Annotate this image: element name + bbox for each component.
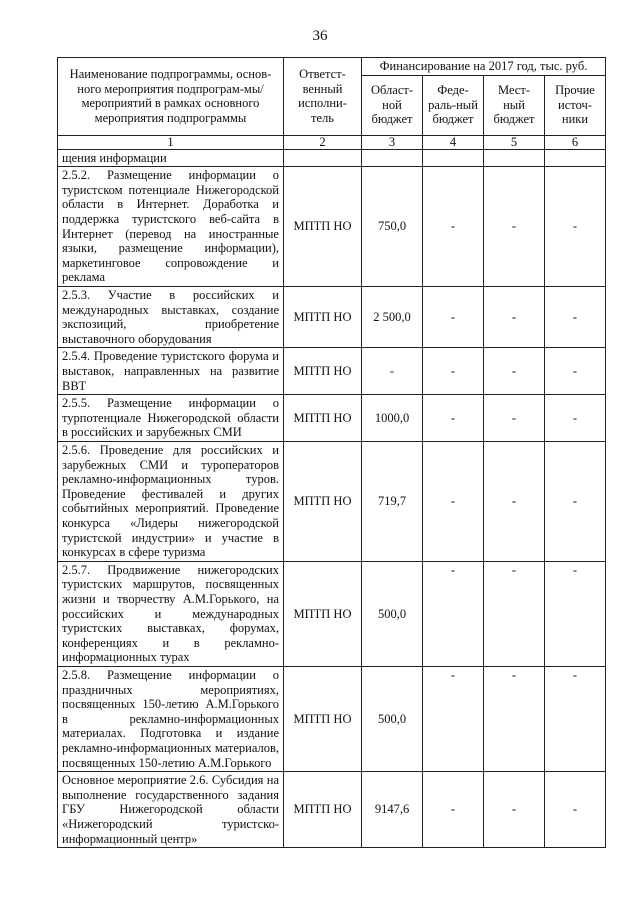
activity-name: щения информации <box>58 149 284 167</box>
funding-table <box>57 57 606 848</box>
local-budget-value: - <box>484 442 545 562</box>
column-number: 4 <box>423 135 484 149</box>
local-budget-value: - <box>484 395 545 442</box>
table-row <box>58 667 606 772</box>
local-budget-value: - <box>484 286 545 347</box>
activity-name: 2.5.5. Размещение информации о турпотенциале Нижегородской области в российских и зарубежных СМИ <box>58 395 284 442</box>
responsible-executor: МПТП НО <box>284 561 362 666</box>
header-funding-group: Финансирование на 2017 год, тыс. руб. <box>362 58 606 76</box>
regional-budget-value: 2 500,0 <box>362 286 423 347</box>
other-sources-value: - <box>545 167 606 287</box>
federal-budget-value: - <box>423 167 484 287</box>
regional-budget-value: 9147,6 <box>362 772 423 848</box>
local-budget-value <box>484 149 545 167</box>
activity-name: 2.5.3. Участие в российских и международных выставках, создание экспозиций, приобретение выставочного оборудования <box>58 286 284 347</box>
regional-budget-value: 500,0 <box>362 561 423 666</box>
responsible-executor: МПТП НО <box>284 167 362 287</box>
responsible-executor <box>284 149 362 167</box>
table-row <box>58 442 606 562</box>
table-row <box>58 167 606 287</box>
column-number: 3 <box>362 135 423 149</box>
table-row <box>58 395 606 442</box>
header-name-column: Наименование подпрограммы, основ-ного мероприятия подпрограм-мы/мероприятий в рамках основного мероприятия подпрограммы <box>58 58 284 136</box>
regional-budget-value: 750,0 <box>362 167 423 287</box>
responsible-executor: МПТП НО <box>284 442 362 562</box>
federal-budget-value: - <box>423 395 484 442</box>
responsible-executor: МПТП НО <box>284 348 362 395</box>
table-row <box>58 561 606 666</box>
header-regional-budget: Област-ной бюджет <box>362 75 423 135</box>
activity-name: 2.5.7. Продвижение нижегородских туристских маршрутов, посвященных жизни и творчеству А.М.Горького, на российских и международных туристских выставках, форумах, конференциях и в рекламно-информационных турах <box>58 561 284 666</box>
federal-budget-value: - <box>423 561 484 666</box>
responsible-executor: МПТП НО <box>284 286 362 347</box>
activity-name: 2.5.2. Размещение информации о туристском потенциале Нижегородской области в Интернет. Доработка и поддержка туристского веб-сайта в Интернет (перевод на иностранные языки, размещение информации), маркетинговое сопровождение и реклама <box>58 167 284 287</box>
other-sources-value: - <box>545 561 606 666</box>
activity-name: 2.5.8. Размещение информации о праздничных мероприятиях, посвященных 150-летию А.М.Горького в рекламно-информационных материалах. Подготовка и издание рекламно-информационных материалов, посвященных 150-летию А.М.Горького <box>58 667 284 772</box>
other-sources-value: - <box>545 286 606 347</box>
activity-name: 2.5.6. Проведение для российских и зарубежных СМИ и туроператоров рекламно-информационных туров. Проведение фестивалей и других событийных мероприятий. Проведение конкурса «Лидеры нижегородской туристской индустрии» и участие в конкурсах в сфере туризма <box>58 442 284 562</box>
responsible-executor: МПТП НО <box>284 772 362 848</box>
header-federal-budget: Феде-раль-ный бюджет <box>423 75 484 135</box>
other-sources-value: - <box>545 442 606 562</box>
federal-budget-value: - <box>423 772 484 848</box>
local-budget-value: - <box>484 167 545 287</box>
local-budget-value: - <box>484 348 545 395</box>
table-row <box>58 149 606 167</box>
table-row <box>58 348 606 395</box>
regional-budget-value <box>362 149 423 167</box>
regional-budget-value: 1000,0 <box>362 395 423 442</box>
header-local-budget: Мест-ный бюджет <box>484 75 545 135</box>
federal-budget-value: - <box>423 667 484 772</box>
activity-name: Основное мероприятие 2.6. Субсидия на выполнение государственного задания ГБУ Нижегородской области «Нижегородский туристско-информационный центр» <box>58 772 284 848</box>
federal-budget-value: - <box>423 442 484 562</box>
header-other-sources: Прочие источ-ники <box>545 75 606 135</box>
local-budget-value: - <box>484 667 545 772</box>
column-number: 1 <box>58 135 284 149</box>
column-number: 6 <box>545 135 606 149</box>
regional-budget-value: 500,0 <box>362 667 423 772</box>
local-budget-value: - <box>484 561 545 666</box>
activity-name: 2.5.4. Проведение туристского форума и выставок, направленных на развитие ВВТ <box>58 348 284 395</box>
other-sources-value: - <box>545 772 606 848</box>
federal-budget-value: - <box>423 348 484 395</box>
header-executor-column: Ответст-венный исполни-тель <box>284 58 362 136</box>
page-number: 36 <box>312 28 328 44</box>
other-sources-value: - <box>545 667 606 772</box>
local-budget-value: - <box>484 772 545 848</box>
other-sources-value <box>545 149 606 167</box>
column-number: 5 <box>484 135 545 149</box>
table-row <box>58 772 606 848</box>
federal-budget-value <box>423 149 484 167</box>
other-sources-value: - <box>545 348 606 395</box>
federal-budget-value: - <box>423 286 484 347</box>
responsible-executor: МПТП НО <box>284 395 362 442</box>
regional-budget-value: 719,7 <box>362 442 423 562</box>
other-sources-value: - <box>545 395 606 442</box>
regional-budget-value: - <box>362 348 423 395</box>
table-row <box>58 286 606 347</box>
responsible-executor: МПТП НО <box>284 667 362 772</box>
column-number: 2 <box>284 135 362 149</box>
